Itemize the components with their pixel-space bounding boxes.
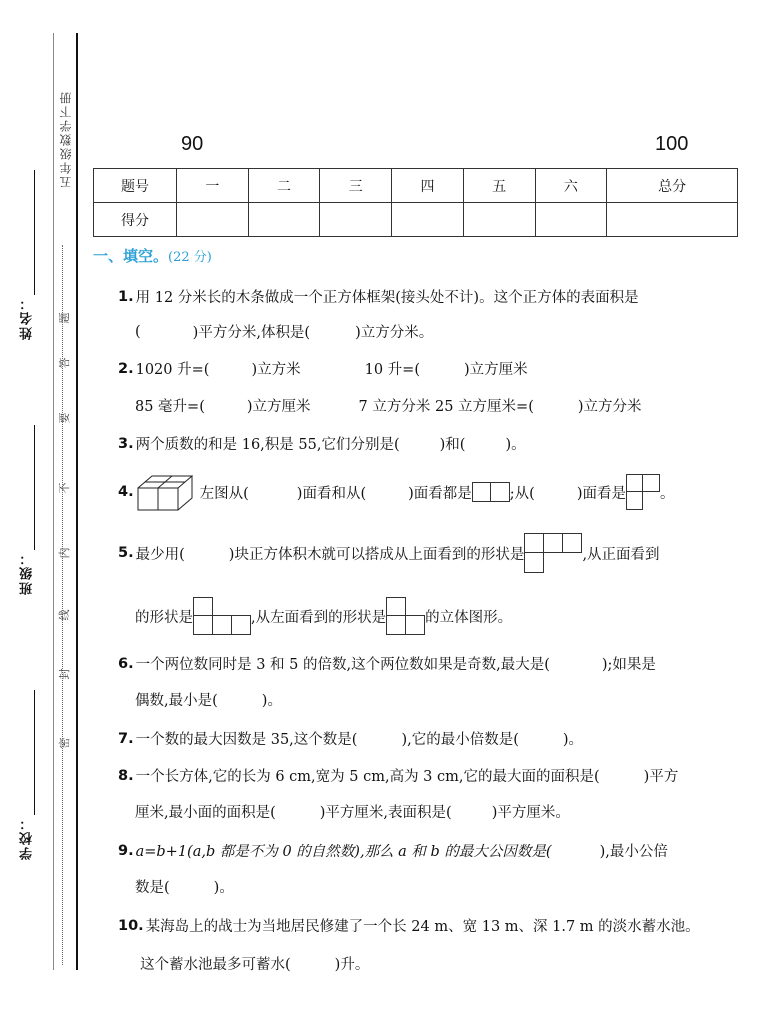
question-1-cont: [135, 321, 433, 342]
question-text: 。: [660, 485, 675, 502]
table-cell: 五: [463, 169, 535, 203]
seal-char: 线: [58, 609, 71, 621]
cube-figure-icon: [136, 472, 200, 512]
table-cell: 二: [248, 169, 320, 203]
question-text: 一个两位数同时是 3 和 5 的倍数,这个两位数如果是奇数,最大是(: [135, 657, 550, 673]
score-table: [93, 168, 738, 237]
question-9: [118, 840, 668, 861]
score-input-cell[interactable]: [177, 203, 249, 237]
question-text: 一个长方体,它的长为 6 cm,宽为 5 cm,高为 3 cm,它的最大面的面积是(: [135, 769, 600, 785]
question-number: 9.: [118, 842, 134, 859]
question-text: 10 升=(: [364, 362, 420, 378]
question-2-cont: [135, 395, 642, 416]
question-text: 这个蓄水池最多可蓄水(: [140, 957, 291, 973]
question-2: [118, 358, 528, 379]
school-field[interactable]: [18, 690, 37, 860]
table-cell: 四: [392, 169, 464, 203]
seal-char: 内: [58, 547, 71, 559]
score-table-score-row: [94, 203, 738, 237]
school-blank-line[interactable]: [34, 690, 35, 815]
question-text: 的形状是: [135, 609, 193, 626]
question-text: )和(: [439, 437, 466, 453]
question-text: 厘米,最小面的面积是(: [135, 805, 276, 821]
question-text: 85 毫升=(: [135, 399, 205, 415]
question-text: )。: [505, 437, 526, 453]
question-text: 的立体图形。: [425, 609, 513, 626]
question-number: 4.: [118, 484, 134, 500]
table-cell: 题号: [94, 169, 177, 203]
question-text: ;从(: [509, 485, 535, 502]
seal-char: 要: [58, 412, 71, 424]
question-text: )平方: [643, 769, 679, 785]
table-cell: 总分: [607, 169, 738, 203]
question-text: )立方米: [251, 362, 301, 378]
question-text: )面看是: [576, 485, 626, 502]
question-text: )升。: [334, 957, 370, 973]
question-text: 左图从(: [199, 485, 249, 502]
score-input-cell[interactable]: [392, 203, 464, 237]
question-text: )立方分米: [577, 399, 642, 415]
seal-char: 题: [58, 312, 71, 324]
front-view-shape-icon: [193, 597, 251, 635]
question-10: [118, 915, 700, 936]
question-5-cont: [135, 597, 512, 635]
name-field[interactable]: [18, 170, 37, 340]
school-label: 学校：: [20, 815, 35, 860]
question-text: )面看都是: [408, 485, 472, 502]
section-points: (22 分): [168, 250, 212, 265]
question-10-cont: [140, 953, 369, 974]
question-text: )。: [562, 732, 584, 748]
question-text: 某海岛上的战士为当地居民修建了一个长 24 m、宽 13 m、深 1.7 m 的淡水蓄水池。: [145, 919, 700, 935]
table-cell: 得分: [94, 203, 177, 237]
question-number: 7.: [118, 730, 134, 747]
table-cell: 一: [177, 169, 249, 203]
question-number: 5.: [118, 545, 134, 561]
section-title-text: 一、填空。: [93, 247, 169, 265]
question-text: )平方厘米,表面积是(: [319, 805, 452, 821]
section-title: [93, 245, 212, 266]
score-input-cell[interactable]: [248, 203, 320, 237]
question-text: );如果是: [601, 657, 656, 673]
question-number: 6.: [118, 655, 134, 672]
class-label: 班级：: [20, 550, 35, 595]
question-text: ,从正面看到: [582, 546, 660, 563]
seal-char: 答: [58, 357, 71, 369]
name-blank-line[interactable]: [34, 170, 35, 295]
question-9-cont: [135, 876, 234, 897]
full-score: 100: [655, 133, 689, 155]
time-limit: 90: [181, 133, 204, 155]
binding-line-thick: [76, 33, 78, 970]
question-7: [118, 728, 583, 749]
score-input-cell[interactable]: [607, 203, 738, 237]
question-6: [118, 653, 656, 674]
two-squares-view-icon: [472, 482, 510, 502]
question-3: [118, 433, 526, 454]
question-text: )面看和从(: [296, 485, 367, 502]
question-6-cont: [135, 689, 282, 710]
question-text: ),最小公倍: [599, 844, 668, 860]
question-text: )。: [261, 693, 282, 709]
question-1: [118, 286, 639, 307]
question-text: 用 12 分米长的木条做成一个正方体框架(接头处不计)。这个正方体的表面积是: [135, 290, 639, 306]
question-text: (: [135, 323, 141, 340]
question-text: )立方厘米: [463, 362, 528, 378]
class-blank-line[interactable]: [34, 425, 35, 550]
left-view-shape-icon: [386, 597, 425, 635]
score-input-cell[interactable]: [535, 203, 607, 237]
seal-char: 不: [58, 482, 71, 494]
seal-char: 密: [58, 737, 71, 749]
question-text: a=b+1(a,b 都是不为 0 的自然数),那么 a 和 b 的最大公因数是(: [135, 844, 552, 860]
question-text: )平方厘米。: [491, 805, 570, 821]
question-8-cont: [135, 801, 570, 822]
question-text: )块正方体积木就可以搭成从上面看到的形状是: [228, 546, 525, 563]
class-field[interactable]: [18, 425, 37, 595]
question-4: [118, 472, 675, 512]
seal-dotted-line: [62, 245, 64, 965]
top-view-shape-icon: [524, 533, 582, 573]
table-cell: 六: [535, 169, 607, 203]
seal-char: 封: [58, 668, 71, 680]
question-text: 偶数,最小是(: [135, 693, 218, 709]
question-number: 1.: [118, 288, 134, 305]
question-text: )立方分米。: [355, 325, 434, 341]
name-label: 姓名：: [20, 295, 35, 340]
question-text: 7 立方分米 25 立方厘米=(: [358, 399, 534, 415]
question-8: [118, 765, 678, 786]
question-text: 数是(: [135, 880, 170, 896]
question-number: 8.: [118, 767, 134, 784]
question-text: 一个数的最大因数是 35,这个数是(: [135, 732, 358, 748]
question-5: [118, 533, 660, 573]
question-text: 两个质数的和是 16,积是 55,它们分别是(: [135, 437, 400, 453]
table-cell: 三: [320, 169, 392, 203]
question-number: 3.: [118, 435, 134, 452]
question-number: 10.: [118, 917, 144, 934]
question-text: )。: [213, 880, 234, 896]
question-text: )平方分米,体积是(: [192, 325, 311, 341]
l-shape-view-icon: [626, 474, 660, 510]
score-table-header-row: [94, 169, 738, 203]
question-text: ,从左面看到的形状是: [251, 609, 387, 626]
question-text: ),它的最小倍数是(: [401, 732, 519, 748]
binding-line-thin: [53, 33, 54, 970]
question-text: 最少用(: [135, 546, 185, 563]
question-text: )立方厘米: [246, 399, 311, 415]
score-input-cell[interactable]: [320, 203, 392, 237]
score-input-cell[interactable]: [463, 203, 535, 237]
question-number: 2.: [118, 360, 134, 377]
question-text: 1020 升=(: [135, 362, 210, 378]
book-title: 五年级数学下册: [59, 90, 73, 188]
